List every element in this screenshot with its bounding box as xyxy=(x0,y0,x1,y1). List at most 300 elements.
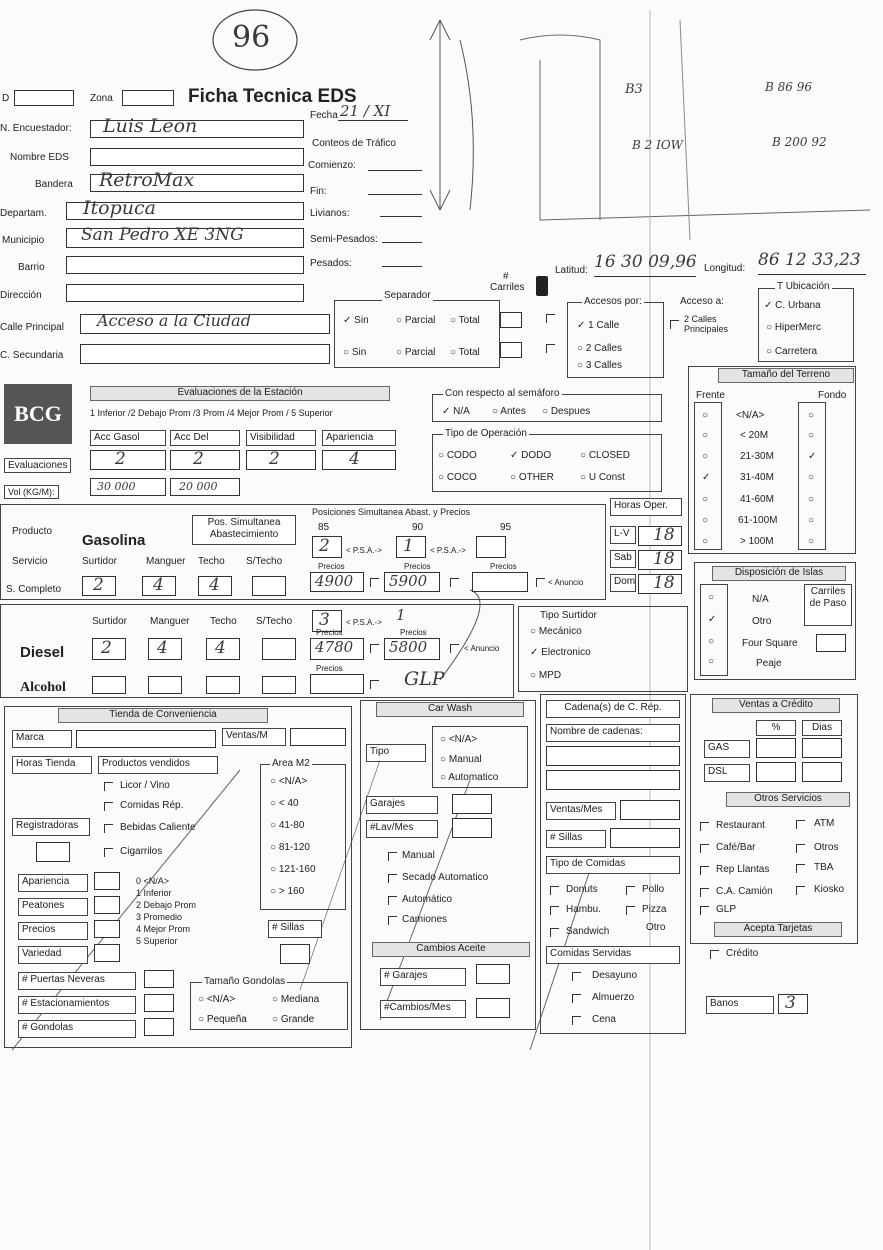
puertas-label: # Puertas Neveras xyxy=(18,972,136,990)
registradoras-field[interactable] xyxy=(36,842,70,862)
acceso-a-check[interactable] xyxy=(670,320,679,329)
comida-label: Donuts xyxy=(566,884,598,895)
servicio-label: Servicio xyxy=(12,556,48,567)
sketch-item: B 2 IOW xyxy=(632,138,683,152)
producto-label: Bebidas Caliente xyxy=(120,822,196,833)
gasolina-title: Gasolina xyxy=(82,532,146,549)
area-title: Area M2 xyxy=(272,758,310,769)
ventas-field[interactable] xyxy=(290,728,346,746)
fecha-label: Fecha xyxy=(310,110,338,121)
producto-check[interactable] xyxy=(104,802,113,811)
psa-label: < P.S.A.-> xyxy=(346,546,382,555)
manguer-header: Manguer xyxy=(150,616,190,627)
gondolas-label: # Gondolas xyxy=(18,1020,136,1038)
anuncio-check[interactable] xyxy=(370,644,379,653)
servida-label: Cena xyxy=(592,1014,616,1025)
aceite-garajes-label: # Garajes xyxy=(380,968,466,986)
surtidor-mpd[interactable]: ○ MPD xyxy=(530,670,562,681)
gas-precio-95[interactable] xyxy=(472,572,528,592)
longitud-label: Longitud: xyxy=(704,263,746,274)
comidas-title: Tipo de Comidas xyxy=(546,856,680,874)
cadenas-ventas-field[interactable] xyxy=(620,800,680,820)
estacionamientos-field[interactable] xyxy=(144,994,174,1012)
traffic-light-icon xyxy=(536,276,548,296)
otros-check[interactable] xyxy=(796,820,805,829)
acc-del-header: Acc Del xyxy=(170,430,240,446)
servida-check[interactable] xyxy=(572,1016,581,1025)
direccion-field[interactable] xyxy=(66,284,304,302)
servidas-title: Comidas Servidas xyxy=(546,946,680,964)
tienda-title: Tienda de Conveniencia xyxy=(58,708,268,723)
sketch-item: B3 xyxy=(625,82,643,97)
rating-label: Peatones xyxy=(18,898,88,916)
tarjetas-title: Acepta Tarjetas xyxy=(714,922,842,937)
anuncio-label: < Anuncio xyxy=(464,644,500,653)
bandera-field[interactable] xyxy=(90,169,304,192)
frente-radio[interactable]: ✓ xyxy=(702,472,711,483)
surtidor-header: Surtidor xyxy=(92,616,128,627)
horas-row-label: Dom xyxy=(610,574,636,592)
comida-check[interactable] xyxy=(550,906,559,915)
parcial-label: Parcial xyxy=(404,315,436,326)
otros-title: Otros Servicios xyxy=(726,792,850,807)
barrio-field[interactable] xyxy=(66,256,304,274)
ubicacion-option-2[interactable]: ○ HiperMerc xyxy=(766,322,821,333)
visibilidad-field[interactable]: 2 xyxy=(246,450,316,470)
gondola-option[interactable]: ○ Grande xyxy=(272,1014,315,1025)
accesos-option-2[interactable]: ○ 2 Calles xyxy=(577,343,622,354)
tipo-option[interactable]: ○ Manual xyxy=(440,754,482,765)
surtidor-electronico[interactable]: ✓ Electronico xyxy=(530,647,591,658)
alc-surtidor-field[interactable] xyxy=(92,676,126,694)
fondo-radio[interactable]: ○ xyxy=(808,430,815,441)
calle-secundaria-field[interactable] xyxy=(80,344,330,364)
horas-row-label: L-V xyxy=(610,526,636,544)
frente-radio[interactable]: ○ xyxy=(702,430,709,441)
area-option[interactable]: ○ > 160 xyxy=(270,886,305,897)
alc-stecho-field[interactable] xyxy=(262,676,296,694)
gas-pos-95[interactable] xyxy=(476,536,506,558)
pct-label: % xyxy=(756,720,796,736)
islas-title: Disposición de Islas xyxy=(712,566,846,581)
dsl-pos-2: 1 xyxy=(396,606,406,624)
area-option[interactable]: ○ < 40 xyxy=(270,798,299,809)
servida-check[interactable] xyxy=(572,994,581,1003)
dsl-pos-1[interactable]: 3 xyxy=(312,610,342,632)
frente-radio[interactable]: ○ xyxy=(702,515,709,526)
terreno-title: Tamaño del Terreno xyxy=(718,368,854,383)
bcg-logo: BCG xyxy=(4,384,72,444)
parcial-radio[interactable]: ○ Parcial xyxy=(396,315,436,326)
producto-label: Producto xyxy=(12,526,53,537)
comienzo-label: Comienzo: xyxy=(308,160,356,171)
alcohol-note: GLP xyxy=(404,668,445,690)
carriles-field[interactable] xyxy=(500,312,522,328)
otros-label: Restaurant xyxy=(716,820,765,831)
sin-label: Sin xyxy=(351,347,367,358)
operacion-group xyxy=(432,434,662,492)
nombre-eds-label: Nombre EDS xyxy=(10,152,69,163)
horas-row-label: Sab xyxy=(610,550,636,568)
tarjetas-label: Crédito xyxy=(726,948,759,959)
visibilidad-header: Visibilidad xyxy=(246,430,316,446)
accesos-option-1[interactable]: ✓ 1 Calle xyxy=(577,320,620,331)
departam-field[interactable] xyxy=(66,197,304,220)
aceite-mes-field[interactable] xyxy=(476,998,510,1018)
anuncio-check[interactable] xyxy=(536,578,545,587)
credito-title: Ventas a Crédito xyxy=(712,698,840,713)
variedad-field[interactable] xyxy=(94,944,120,962)
total-radio[interactable]: ○ Total xyxy=(450,315,480,326)
frente-radio[interactable]: ○ xyxy=(702,410,709,421)
fin-label: Fin: xyxy=(310,186,327,197)
anuncio-check[interactable] xyxy=(450,644,459,653)
tipo-option[interactable]: ○ <N/A> xyxy=(440,734,478,745)
producto-check[interactable] xyxy=(104,782,113,791)
total-radio-2[interactable]: ○ Total xyxy=(450,347,480,358)
productos-title: Productos vendidos xyxy=(98,756,218,774)
comida-check[interactable] xyxy=(626,886,635,895)
pos-sim-label: Pos. Simultanea Abastecimiento xyxy=(192,515,296,545)
area-option[interactable]: ○ 121-160 xyxy=(270,864,316,875)
islas-option: Four Square xyxy=(742,638,798,649)
garajes-label: Garajes xyxy=(366,796,438,814)
comida-label: Pizza xyxy=(642,904,667,915)
frente-radio[interactable]: ○ xyxy=(702,494,709,505)
techo-header: Techo xyxy=(210,616,237,627)
dsl-techo-field[interactable]: 4 xyxy=(206,638,240,660)
otros-label: C.A. Camión xyxy=(716,886,773,897)
alcohol-title: Alcohol xyxy=(20,680,66,695)
rating-label: Variedad xyxy=(18,946,88,964)
carriles-paso-field[interactable] xyxy=(816,634,846,652)
carwash-check-label: Camiones xyxy=(402,914,448,925)
scale-item: 1 Inferior xyxy=(136,888,172,898)
anuncio-check[interactable] xyxy=(370,578,379,587)
marca-label: Marca xyxy=(12,730,72,748)
tipo-option[interactable]: ○ Automatico xyxy=(440,772,499,783)
aceite-title: Cambios Aceite xyxy=(372,942,530,957)
otros-label: Otros xyxy=(814,842,839,853)
carwash-check[interactable] xyxy=(388,916,397,925)
op-other[interactable]: ○ OTHER xyxy=(510,472,554,483)
apariencia-field[interactable]: 4 xyxy=(322,450,396,470)
islas-option: Peaje xyxy=(756,658,782,669)
terreno-row: 41-60M xyxy=(740,494,774,505)
gas-manguer-field[interactable]: 4 xyxy=(142,576,176,596)
area-option[interactable]: ○ <N/A> xyxy=(270,776,308,787)
alc-manguer-field[interactable] xyxy=(148,676,182,694)
op-closed[interactable]: ○ CLOSED xyxy=(580,450,630,461)
carwash-check[interactable] xyxy=(388,874,397,883)
gondolas-field[interactable] xyxy=(144,1018,174,1036)
form-title: Ficha Tecnica EDS xyxy=(188,86,357,107)
gas-pct-field[interactable] xyxy=(756,738,796,758)
accesos-option-3[interactable]: ○ 3 Calles xyxy=(577,360,622,371)
stecho-header: S/Techo xyxy=(256,616,293,627)
dsl-stecho-field[interactable] xyxy=(262,638,296,660)
parcial-radio-2[interactable]: ○ Parcial xyxy=(396,347,436,358)
psa-label: < P.S.A.-> xyxy=(430,546,466,555)
ventas-label: Ventas/M xyxy=(222,728,286,746)
fondo-label: Fondo xyxy=(818,390,847,401)
otros-check[interactable] xyxy=(700,906,709,915)
calle-principal-value: Acceso a la Ciudad xyxy=(97,311,251,330)
registradoras-label: Registradoras xyxy=(12,818,90,836)
total-label: Total xyxy=(458,315,480,326)
rating-label: Precios xyxy=(18,922,88,940)
tarjetas-check[interactable] xyxy=(710,950,719,959)
semaforo-despues[interactable]: ○ Despues xyxy=(542,406,591,417)
otros-label: ATM xyxy=(814,818,835,829)
otros-check[interactable] xyxy=(700,888,709,897)
gas-techo-field[interactable]: 4 xyxy=(198,576,232,596)
barrio-label: Barrio xyxy=(18,262,45,273)
stecho-header: S/Techo xyxy=(246,556,283,567)
anuncio-label: < Anuncio xyxy=(548,578,584,587)
sillas-label: # Sillas xyxy=(268,920,322,938)
dsl-surtidor-field[interactable]: 2 xyxy=(92,638,126,660)
scale-item: 0 <N/A> xyxy=(136,876,170,886)
carriles-check[interactable] xyxy=(546,314,555,323)
gondola-option[interactable]: ○ <N/A> xyxy=(198,994,236,1005)
gas-precio-90[interactable]: 5900 xyxy=(384,572,440,592)
municipio-field[interactable] xyxy=(66,225,304,248)
op-dodo[interactable]: ✓ DODO xyxy=(510,450,552,461)
islas-radio[interactable]: ○ xyxy=(708,656,715,667)
separador-title: Separador xyxy=(384,290,431,301)
terreno-row: > 100M xyxy=(740,536,774,547)
comida-check[interactable] xyxy=(550,928,559,937)
cadena-field[interactable] xyxy=(546,770,680,790)
semaforo-na[interactable]: ✓ N/A xyxy=(442,406,470,417)
otros-check[interactable] xyxy=(700,844,709,853)
gas-pos-85[interactable]: 2 xyxy=(312,536,342,558)
comida-check[interactable] xyxy=(626,906,635,915)
dsl-dias-field[interactable] xyxy=(802,762,842,782)
terreno-row: 61-100M xyxy=(738,515,778,526)
otros-check[interactable] xyxy=(796,844,805,853)
scale-item: 4 Mejor Prom xyxy=(136,924,191,934)
cadena-field[interactable] xyxy=(546,746,680,766)
fondo-radio[interactable]: ○ xyxy=(808,472,815,483)
octano-90: 90 xyxy=(412,522,424,533)
cadenas-sillas-field[interactable] xyxy=(610,828,680,848)
apariencia-field[interactable] xyxy=(94,872,120,890)
vol-gasol-field[interactable]: 30 000 xyxy=(90,478,166,496)
encuestador-value: Luis Leon xyxy=(103,115,198,137)
evaluaciones-title: Evaluaciones de la Estación xyxy=(90,386,390,401)
ubicacion-option-1[interactable]: ✓ C. Urbana xyxy=(764,300,821,311)
surtidor-header: Surtidor xyxy=(82,556,118,567)
scompleto-label: S. Completo xyxy=(6,584,62,595)
encuestador-label: N. Encuestador: xyxy=(0,123,72,134)
fondo-radio[interactable]: ✓ xyxy=(808,451,817,462)
sketch-item: B 200 92 xyxy=(772,135,827,149)
otros-label: TBA xyxy=(814,862,834,873)
operacion-title: Tipo de Operación xyxy=(445,428,527,439)
aceite-garajes-field[interactable] xyxy=(476,964,510,984)
carriles-check-2[interactable] xyxy=(546,344,555,353)
producto-check[interactable] xyxy=(104,848,113,857)
carwash-check-label: Secado Automatico xyxy=(402,872,489,883)
scale-item: 3 Promedio xyxy=(136,912,183,922)
direccion-label: Dirección xyxy=(0,290,42,301)
marca-field[interactable] xyxy=(76,730,216,748)
puertas-field[interactable] xyxy=(144,970,174,988)
parcial-label: Parcial xyxy=(404,347,436,358)
gas-precio-85[interactable]: 4900 xyxy=(310,572,364,592)
precios-label: Precios xyxy=(490,562,517,571)
otros-label: Kiosko xyxy=(814,884,845,895)
apariencia-header: Apariencia xyxy=(322,430,396,446)
acc-del-field[interactable]: 2 xyxy=(170,450,240,470)
gas-surtidor-field[interactable]: 2 xyxy=(82,576,116,596)
otros-check[interactable] xyxy=(700,866,709,875)
islas-radio[interactable]: ○ xyxy=(708,592,715,603)
calle-secundaria-label: C. Secundaria xyxy=(0,350,64,361)
surtidor-mecanico[interactable]: ○ Mecánico xyxy=(530,626,582,637)
otros-check[interactable] xyxy=(796,886,805,895)
banos-field[interactable]: 3 xyxy=(778,994,808,1014)
carriles-field-2[interactable] xyxy=(500,342,522,358)
calle-principal-label: Calle Principal xyxy=(0,322,64,333)
precios-label: Precios xyxy=(318,562,345,571)
dsl-credito-label: DSL xyxy=(704,764,750,782)
tipo-label: Tipo xyxy=(366,744,426,762)
encuestador-field[interactable] xyxy=(90,115,304,138)
dsl-pct-field[interactable] xyxy=(756,762,796,782)
estacionamientos-label: # Estacionamientos xyxy=(18,996,136,1014)
horas-tienda-label: Horas Tienda xyxy=(12,756,92,774)
op-coco[interactable]: ○ COCO xyxy=(438,472,477,483)
fondo-radio[interactable]: ○ xyxy=(808,515,815,526)
vol-diesel-field[interactable]: 20 000 xyxy=(170,478,240,496)
producto-label: Licor / Vino xyxy=(120,780,170,791)
conteos-label: Conteos de Tráfico xyxy=(312,138,396,149)
accesos-por-title: Accesos por: xyxy=(584,296,642,307)
garajes-field[interactable] xyxy=(452,794,492,814)
surtidor-title: Tipo Surtidor xyxy=(540,610,597,621)
sillas-field[interactable] xyxy=(280,944,310,964)
lavmes-field[interactable] xyxy=(452,818,492,838)
alc-precio[interactable] xyxy=(310,674,364,694)
ubicacion-option-3[interactable]: ○ Carretera xyxy=(766,346,818,357)
vol-label: Vol (KG/M): xyxy=(4,485,59,499)
carwash-check[interactable] xyxy=(388,852,397,861)
islas-radio[interactable]: ○ xyxy=(708,636,715,647)
livianos-label: Livianos: xyxy=(310,208,350,219)
page-number: 96 xyxy=(232,20,271,55)
fondo-radio[interactable]: ○ xyxy=(808,410,815,421)
horas-sab-field[interactable]: 18 xyxy=(638,550,682,570)
op-uconst[interactable]: ○ U Const xyxy=(580,472,625,483)
otros-check[interactable] xyxy=(796,864,805,873)
carriles-paso-label: Carriles de Paso xyxy=(804,584,852,626)
producto-label: Comidas Rép. xyxy=(120,800,184,811)
gondola-option[interactable]: ○ Pequeña xyxy=(198,1014,247,1025)
longitud-value: 86 12 33,23 xyxy=(758,250,861,270)
gas-stecho-field[interactable] xyxy=(252,576,286,596)
bandera-label: Bandera xyxy=(35,179,73,190)
anuncio-check[interactable] xyxy=(450,578,459,587)
islas-radio[interactable]: ✓ xyxy=(708,614,717,625)
gas-pos-90[interactable]: 1 xyxy=(396,536,426,558)
terreno-row: < 20M xyxy=(740,430,769,441)
zona-label: Zona xyxy=(90,93,113,104)
scale-item: 2 Debajo Prom xyxy=(136,900,197,910)
lavmes-label: #Lav/Mes xyxy=(366,820,438,838)
comida-check[interactable] xyxy=(550,886,559,895)
evaluaciones-scale: 1 Inferior /2 Debajo Prom /3 Prom /4 Mejor Prom / 5 Superior xyxy=(90,408,333,418)
dsl-precio-2[interactable]: 5800 xyxy=(384,638,440,660)
sin-radio-2[interactable]: ○ Sin xyxy=(343,347,367,358)
gondola-option[interactable]: ○ Mediana xyxy=(272,994,320,1005)
nombre-eds-field[interactable] xyxy=(90,148,304,166)
gas-credito-label: GAS xyxy=(704,740,750,758)
acc-gasol-header: Acc Gasol xyxy=(90,430,166,446)
precios-field[interactable] xyxy=(94,920,120,938)
anuncio-check[interactable] xyxy=(370,680,379,689)
dsl-precio-1[interactable]: 4780 xyxy=(310,638,364,660)
horas-dom-field[interactable]: 18 xyxy=(638,574,682,594)
precios-label: Precios xyxy=(404,562,431,571)
terreno-row: 31-40M xyxy=(740,472,774,483)
otros-label: GLP xyxy=(716,904,737,915)
horas-title: Horas Oper. xyxy=(610,498,682,516)
zona-field[interactable] xyxy=(122,90,174,106)
total-label: Total xyxy=(458,347,480,358)
sin-label: Sin xyxy=(354,315,369,326)
evaluaciones-row-label: Evaluaciones xyxy=(4,458,71,473)
latitud-value: 16 30 09,96 xyxy=(594,252,697,272)
carwash-check-label: Manual xyxy=(402,850,435,861)
fondo-radio[interactable]: ○ xyxy=(808,494,815,505)
dsl-manguer-field[interactable]: 4 xyxy=(148,638,182,660)
scale-item: 5 Superior xyxy=(136,936,178,946)
frente-radio[interactable]: ○ xyxy=(702,536,709,547)
servida-check[interactable] xyxy=(572,972,581,981)
area-option[interactable]: ○ 81-120 xyxy=(270,842,310,853)
acc-gasol-field[interactable]: 2 xyxy=(90,450,166,470)
comida-label: Otro xyxy=(646,922,666,933)
cadenas-title: Cadena(s) de C. Rép. xyxy=(546,700,680,718)
otros-check[interactable] xyxy=(700,822,709,831)
alc-techo-field[interactable] xyxy=(206,676,240,694)
carwash-check[interactable] xyxy=(388,896,397,905)
servida-label: Desayuno xyxy=(592,970,638,981)
op-codo[interactable]: ○ CODO xyxy=(438,450,477,461)
semaforo-antes[interactable]: ○ Antes xyxy=(492,406,526,417)
gas-dias-field[interactable] xyxy=(802,738,842,758)
id-field[interactable] xyxy=(14,90,74,106)
horas-lv-field[interactable]: 18 xyxy=(638,526,682,546)
peatones-field[interactable] xyxy=(94,896,120,914)
area-option[interactable]: ○ 41-80 xyxy=(270,820,305,831)
acceso-a-label: Acceso a: xyxy=(680,296,724,307)
calle-principal-field[interactable] xyxy=(80,311,330,334)
municipio-label: Municipio xyxy=(2,235,45,246)
islas-option: Otro xyxy=(752,616,772,627)
producto-check[interactable] xyxy=(104,824,113,833)
rating-label: Apariencia xyxy=(18,874,88,892)
latitud-label: Latitud: xyxy=(555,265,588,276)
sin-radio[interactable]: ✓ Sin xyxy=(343,315,369,326)
fondo-radio[interactable]: ○ xyxy=(808,536,815,547)
comida-label: Sandwich xyxy=(566,926,610,937)
techo-header: Techo xyxy=(198,556,225,567)
frente-radio[interactable]: ○ xyxy=(702,451,709,462)
